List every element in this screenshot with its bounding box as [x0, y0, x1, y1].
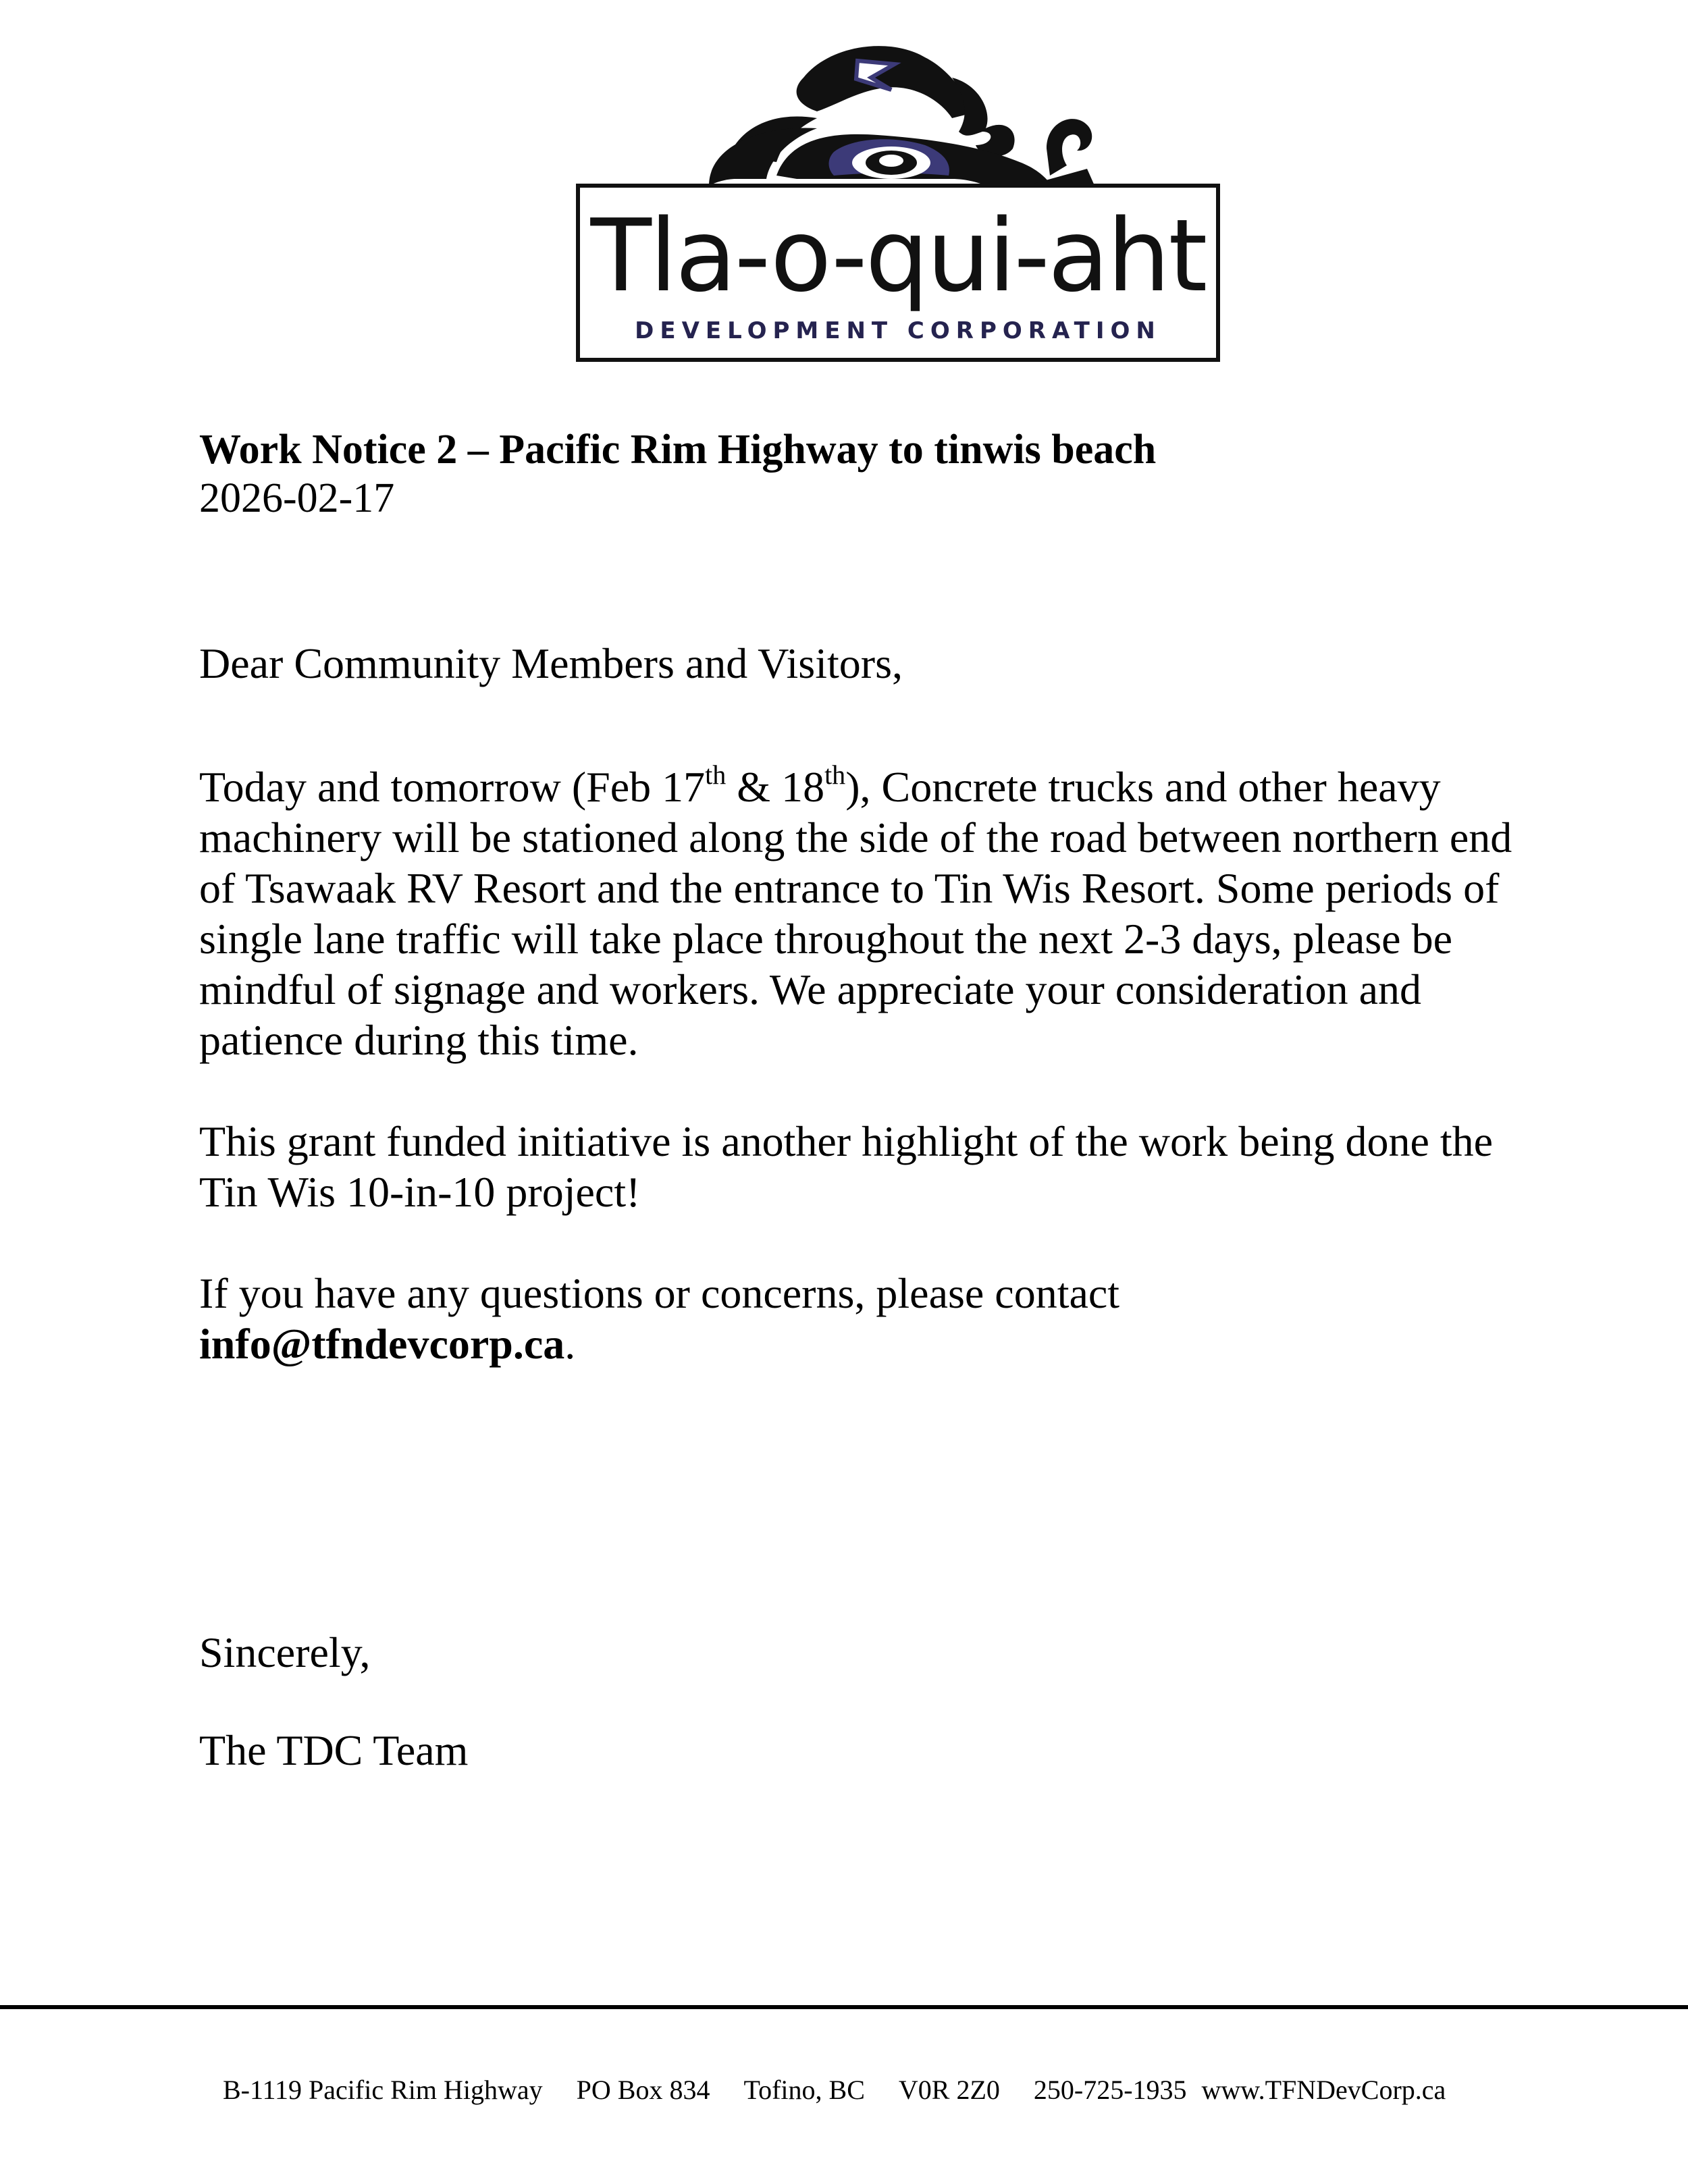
footer-postal: V0R 2Z0: [898, 2075, 1000, 2105]
contact-text: If you have any questions or concerns, please contact: [199, 1269, 1120, 1317]
notice-title: Work Notice 2 – Pacific Rim Highway to tinwis beach: [199, 427, 1157, 473]
signature: The TDC Team: [199, 1726, 469, 1774]
contact-email-link[interactable]: info@tfndevcorp.ca: [199, 1320, 565, 1368]
company-logo: [574, 37, 1222, 365]
notice-date: 2026-02-17: [199, 475, 395, 521]
footer-contact: [223, 2074, 1446, 2106]
ordinal-suffix: th: [705, 759, 727, 790]
paragraph-grant-info: This grant funded initiative is another highlight of the work being done the Tin Wis 10-in-10 project!: [199, 1117, 1494, 1216]
para1-part3: ), Concrete trucks and other heavy machinery will be stationed along the side of the road between northern end of Tsawaak RV Resort and the entrance to Tin Wis Resort. Some periods of single lane traffic will take place throughout the next 2-3 days, please be mindful of signage and workers. We appreciate your consideration and patience during this time.: [199, 763, 1512, 1064]
ordinal-suffix: th: [824, 759, 846, 790]
logo-subtitle: DEVELOPMENT CORPORATION: [635, 317, 1161, 344]
footer-address: B-1119 Pacific Rim Highway: [223, 2075, 543, 2105]
footer-website[interactable]: www.TFNDevCorp.ca: [1201, 2075, 1446, 2105]
footer-city: Tofino, BC: [743, 2075, 865, 2105]
closing: Sincerely,: [199, 1628, 371, 1676]
footer-phone: 250-725-1935: [1033, 2075, 1187, 2105]
paragraph-work-details: [199, 759, 1516, 1065]
para1-part1: Today and tomorrow (Feb 17: [199, 763, 706, 811]
footer-po-box: PO Box 834: [576, 2075, 710, 2105]
contact-end: .: [564, 1320, 576, 1368]
paragraph-contact: [199, 1268, 1516, 1369]
logo-wordmark: Tla-o-qui-aht: [590, 198, 1206, 314]
greeting: Dear Community Members and Visitors,: [199, 639, 903, 687]
footer-divider: [0, 2005, 1688, 2009]
para1-part2: & 18: [726, 763, 825, 811]
